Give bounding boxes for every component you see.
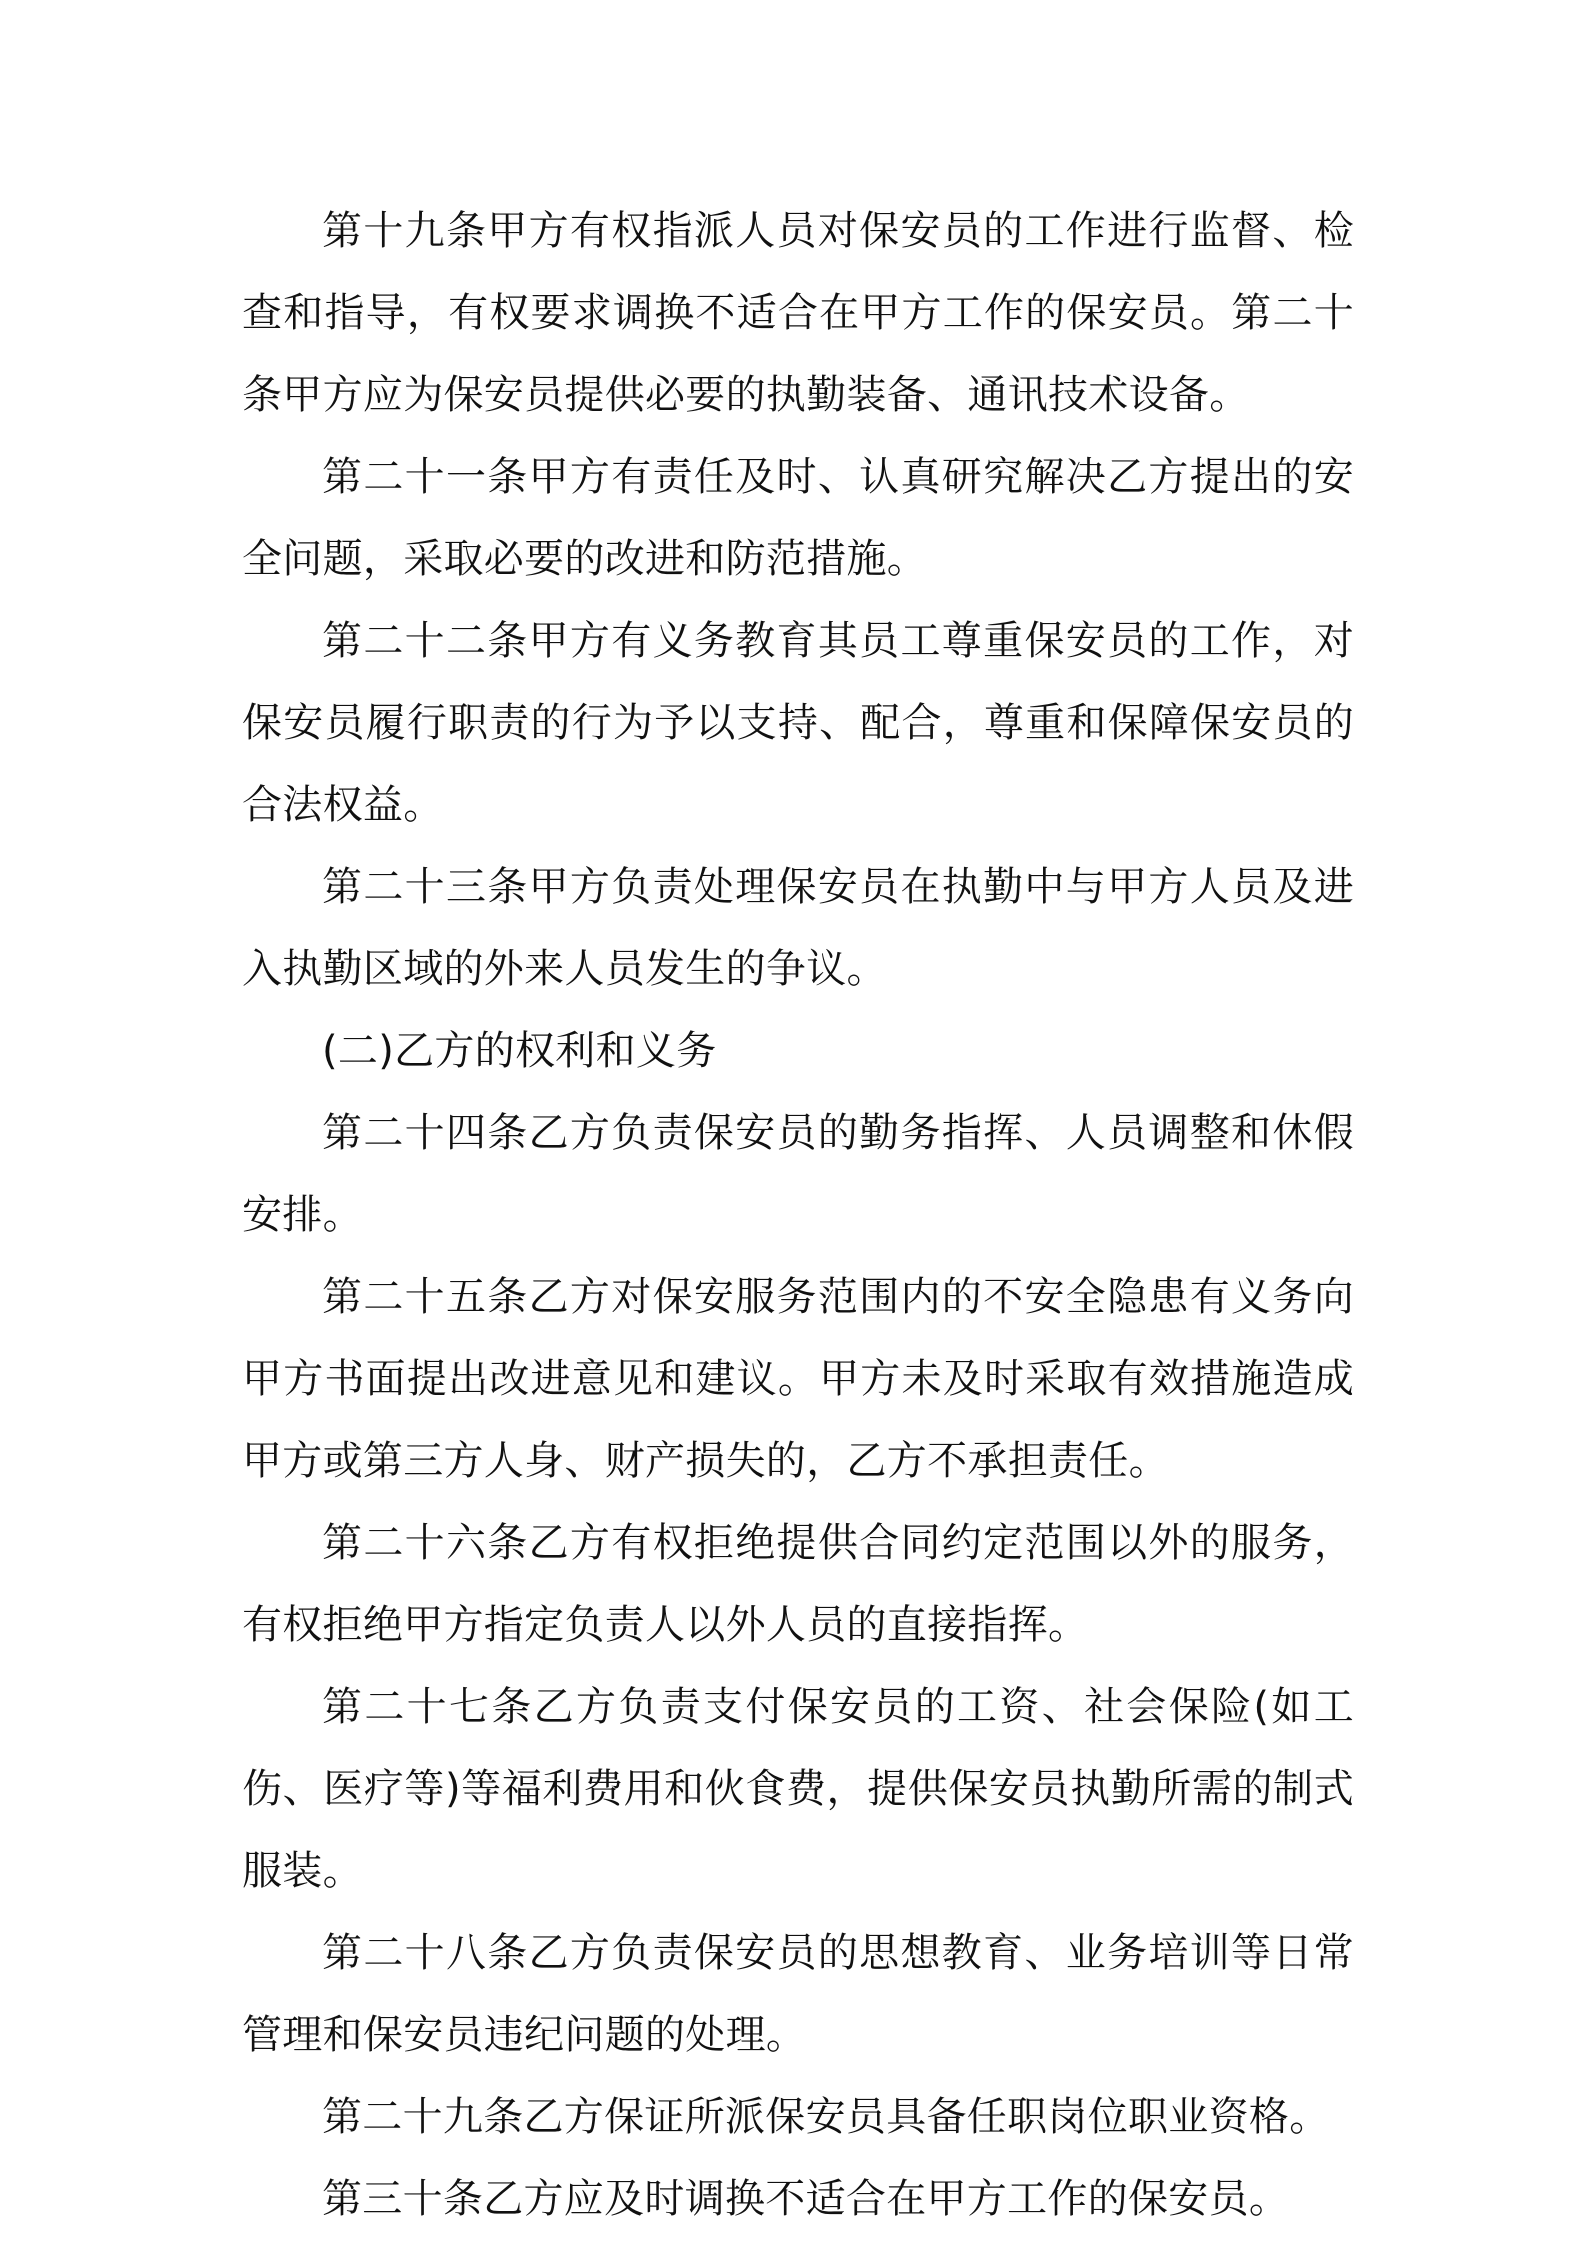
article-27-paragraph: 第二十七条乙方负责支付保安员的工资、社会保险(如工伤、医疗等)等福利费用和伙食费，提供保安员执勤所需的制式服装。 [242, 1684, 1354, 1894]
article-30-paragraph: 第三十条乙方应及时调换不适合在甲方工作的保安员。 [322, 2176, 1290, 2222]
section-heading-party-b: (二)乙方的权利和义务 [322, 1028, 717, 1074]
article-23-paragraph: 第二十三条甲方负责处理保安员在执勤中与甲方人员及进入执勤区域的外来人员发生的争议。 [242, 864, 1354, 992]
article-19-20-paragraph: 第十九条甲方有权指派人员对保安员的工作进行监督、检查和指导，有权要求调换不适合在甲方工作的保安员。第二十条甲方应为保安员提供必要的执勤装备、通讯技术设备。 [242, 208, 1354, 418]
article-21-paragraph: 第二十一条甲方有责任及时、认真研究解决乙方提出的安全问题，采取必要的改进和防范措施。 [242, 454, 1354, 582]
document-body [242, 190, 1354, 2240]
article-26-paragraph: 第二十六条乙方有权拒绝提供合同约定范围以外的服务，有权拒绝甲方指定负责人以外人员的直接指挥。 [242, 1520, 1354, 1648]
article-28-paragraph: 第二十八条乙方负责保安员的思想教育、业务培训等日常管理和保安员违纪问题的处理。 [242, 1930, 1354, 2058]
article-22-paragraph: 第二十二条甲方有义务教育其员工尊重保安员的工作，对保安员履行职责的行为予以支持、配合，尊重和保障保安员的合法权益。 [242, 618, 1354, 828]
article-29-paragraph: 第二十九条乙方保证所派保安员具备任职岗位职业资格。 [322, 2094, 1330, 2140]
article-25-paragraph: 第二十五条乙方对保安服务范围内的不安全隐患有义务向甲方书面提出改进意见和建议。甲方未及时采取有效措施造成甲方或第三方人身、财产损失的，乙方不承担责任。 [242, 1274, 1354, 1484]
article-24-paragraph: 第二十四条乙方负责保安员的勤务指挥、人员调整和休假安排。 [242, 1110, 1354, 1238]
